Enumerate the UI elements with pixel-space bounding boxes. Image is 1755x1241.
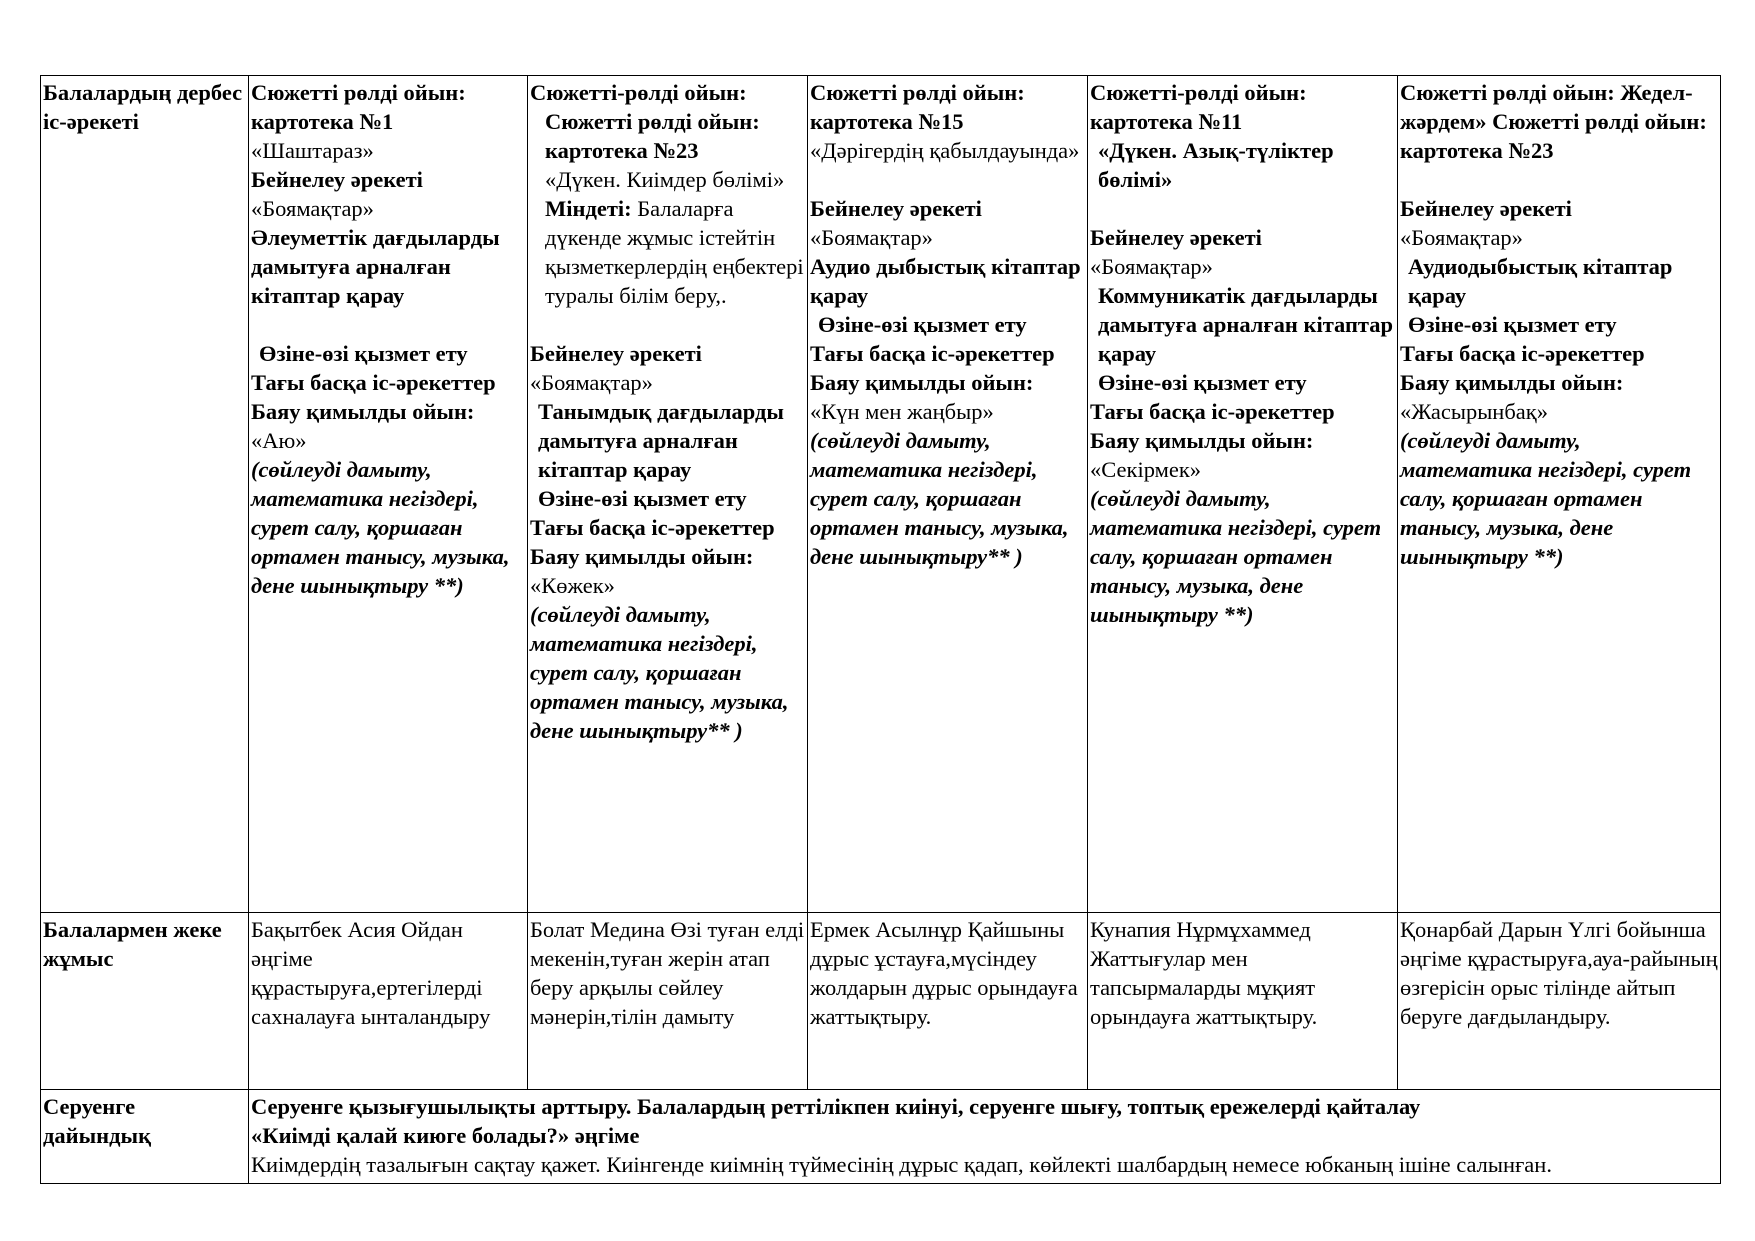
- slow-game-title: Баяу қимылды ойын:: [810, 370, 1034, 395]
- activity-cell-4: [1088, 76, 1398, 913]
- role-game-name: «Шаштараз»: [251, 138, 374, 163]
- walk-preparation-header: [41, 1090, 249, 1184]
- art-activity-title: Бейнелеу әрекеті: [1400, 196, 1572, 221]
- art-activity-title: Бейнелеу әрекеті: [810, 196, 982, 221]
- self-service: Өзіне-өзі қызмет ету: [538, 486, 747, 511]
- integration-note: (сөйлеуді дамыту, математика негіздері, сурет салу, қоршаған ортамен танысу, музыка, дене шынықтыру **): [251, 457, 510, 598]
- self-service: Өзіне-өзі қызмет ету: [1098, 370, 1307, 395]
- art-activity-title: Бейнелеу әрекеті: [251, 167, 423, 192]
- books-activity: Коммуникатік дағдыларды дамытуға арналған кітаптар қарау: [1098, 283, 1394, 366]
- other-activities: Тағы басқа іс-әрекеттер: [530, 515, 775, 540]
- individual-work-text: Қонарбай Дарын Үлгі бойынша әңгіме құрастыруға,ауа-райының өзгерісін орыс тілінде айтып беруге дағдыландыру.: [1400, 917, 1718, 1029]
- slow-game-name: «Көжек»: [530, 573, 615, 598]
- art-activity-title: Бейнелеу әрекеті: [1090, 225, 1262, 250]
- self-service: Өзіне-өзі қызмет ету: [1408, 312, 1617, 337]
- task-label: Міндеті:: [545, 196, 632, 221]
- other-activities: Тағы басқа іс-әрекеттер: [251, 370, 496, 395]
- individual-work-text: Бақытбек Асия Ойдан әңгіме құрастыруға,ертегілерді сахналауға ынталандыру: [251, 917, 491, 1029]
- integration-note: (сөйлеуді дамыту, математика негіздері, сурет салу, қоршаған ортамен танысу, музыка, дене шынықтыру** ): [530, 602, 789, 743]
- slow-game-name: «Секірмек»: [1090, 457, 1202, 482]
- slow-game-name: «Аю»: [251, 428, 307, 453]
- self-service: Өзіне-өзі қызмет ету: [818, 312, 1027, 337]
- art-activity-name: «Боямақтар»: [810, 225, 933, 250]
- walk-line-2: «Киімді қалай киюге болады?» әңгіме: [251, 1123, 640, 1148]
- role-game-title: Сюжетті рөлді ойын: картотека №1: [251, 80, 466, 134]
- row-header-text: Балалармен жеке жұмыс: [43, 917, 222, 971]
- row-header-text: Балалардың дербес іс-әрекеті: [43, 80, 243, 134]
- task-text: Балаларға дүкенде жұмыс істейтін қызметкерлердің еңбектері туралы білім беру,.: [545, 196, 804, 308]
- art-activity-name: «Боямақтар»: [1400, 225, 1523, 250]
- slow-game-name: «Күн мен жаңбыр»: [810, 399, 994, 424]
- individual-work-text: Кунапия Нұрмұхаммед Жаттығулар мен тапсырмаларды мұқият орындауға жаттықтыру.: [1090, 917, 1318, 1029]
- activity-row: [41, 76, 1721, 913]
- activity-cell-2: [528, 76, 808, 913]
- art-activity-name: «Боямақтар»: [530, 370, 653, 395]
- other-activities: Тағы басқа іс-әрекеттер: [1090, 399, 1335, 424]
- books-activity: Аудио дыбыстық кітаптар қарау: [810, 254, 1081, 308]
- art-activity-title: Бейнелеу әрекеті: [530, 341, 702, 366]
- books-activity: Аудиодыбыстық кітаптар қарау: [1408, 254, 1673, 308]
- books-activity: Әлеуметтік дағдыларды дамытуға арналған кітаптар қарау: [251, 225, 500, 308]
- slow-game-name: «Жасырынбақ»: [1400, 399, 1548, 424]
- activity-cell-5: [1398, 76, 1721, 913]
- slow-game-title: Баяу қимылды ойын:: [251, 399, 475, 424]
- slow-game-title: Баяу қимылды ойын:: [1090, 428, 1314, 453]
- role-game-name: «Дәрігердің қабылдауында»: [810, 138, 1080, 163]
- individual-work-text: Ермек Асылнұр Қайшыны дұрыс ұстауға,мүсіндеу жолдарын дұрыс орындауға жаттықтыру.: [810, 917, 1078, 1029]
- row-header-text: Серуенге дайындық: [43, 1094, 152, 1148]
- activity-cell-3: [808, 76, 1088, 913]
- walk-line-3: Киімдердің тазалығын сақтау қажет. Киінгенде киімнің түймесінің дұрыс қадап, көйлекті шалбардың немесе юбканың ішіне салынған.: [251, 1152, 1552, 1177]
- individual-work-text: Болат Медина Өзі туған елді мекенін,туған жерін атап беру арқылы сөйлеу мәнерін,тілін дамыту: [530, 917, 805, 1029]
- individual-cell-5: [1398, 913, 1721, 1090]
- role-game-title: Сюжетті рөлді ойын: картотека №15: [810, 80, 1025, 134]
- role-game-title: Сюжетті-рөлді ойын: картотека №11: [1090, 80, 1307, 134]
- walk-line-1: Серуенге қызығушылықты арттыру. Балалардың реттілікпен киінуі, серуенге шығу, топтық ережелерді қайталау: [251, 1094, 1421, 1119]
- individual-cell-2: [528, 913, 808, 1090]
- individual-work-row: [41, 913, 1721, 1090]
- individual-cell-3: [808, 913, 1088, 1090]
- individual-cell-4: [1088, 913, 1398, 1090]
- books-activity: Танымдық дағдыларды дамытуға арналған кітаптар қарау: [538, 399, 784, 482]
- role-game-name: «Дүкен. Киімдер бөлімі»: [545, 167, 785, 192]
- other-activities: Тағы басқа іс-әрекеттер: [810, 341, 1055, 366]
- other-activities: Тағы басқа іс-әрекеттер: [1400, 341, 1645, 366]
- integration-note: (сөйлеуді дамыту, математика негіздері, сурет салу, қоршаған ортамен танысу, музыка, дене шынықтыру **): [1090, 486, 1382, 627]
- activity-row-header: [41, 76, 249, 913]
- walk-preparation-row: [41, 1090, 1721, 1184]
- art-activity-name: «Боямақтар»: [1090, 254, 1213, 279]
- integration-note: (сөйлеуді дамыту, математика негіздері, сурет салу, қоршаған ортамен танысу, музыка, дене шынықтыру **): [1400, 428, 1692, 569]
- role-game-name: «Дүкен. Азық-түліктер бөлімі»: [1098, 138, 1334, 192]
- daily-plan-table: [40, 75, 1721, 1184]
- individual-work-header: [41, 913, 249, 1090]
- slow-game-title: Баяу қимылды ойын:: [1400, 370, 1624, 395]
- walk-preparation-cell: [249, 1090, 1721, 1184]
- integration-note: (сөйлеуді дамыту, математика негіздері, сурет салу, қоршаған ортамен танысу, музыка, дене шынықтыру** ): [810, 428, 1069, 569]
- individual-cell-1: [249, 913, 528, 1090]
- slow-game-title: Баяу қимылды ойын:: [530, 544, 754, 569]
- self-service: Өзіне-өзі қызмет ету: [259, 341, 468, 366]
- role-game-subtitle: Сюжетті рөлді ойын: картотека №23: [545, 109, 760, 163]
- role-game-title: Сюжетті-рөлді ойын:: [530, 80, 747, 105]
- art-activity-name: «Боямақтар»: [251, 196, 374, 221]
- role-game-title: Сюжетті рөлді ойын: Жедел-жәрдем» Сюжетті рөлді ойын: картотека №23: [1400, 80, 1707, 163]
- activity-cell-1: [249, 76, 528, 913]
